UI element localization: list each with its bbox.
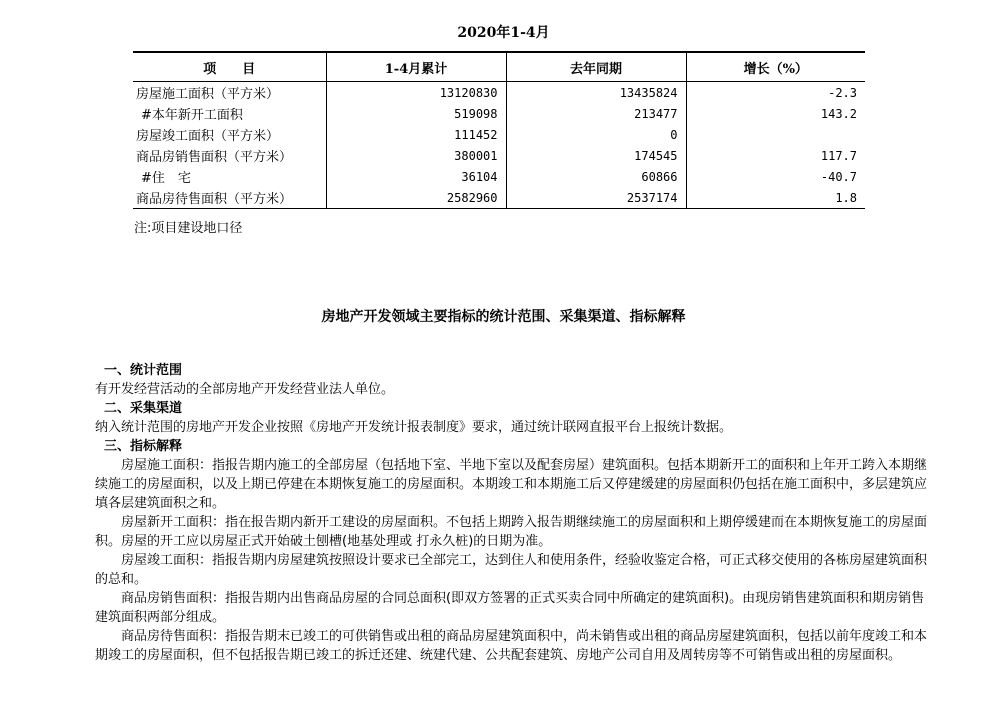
section-heading-channel: 二、采集渠道 [104, 401, 183, 416]
row-growth: 143.2 [686, 103, 865, 124]
row-growth [686, 124, 865, 145]
section-text-scope: 有开发经营活动的全部房地产开发经营业法人单位。 [95, 382, 395, 397]
table-row [133, 187, 865, 209]
row-item: 房屋施工面积（平方米） [136, 87, 280, 102]
header-growth: 增长（%） [686, 52, 865, 82]
explanation-body [95, 361, 935, 665]
section-heading-definitions: 三、指标解释 [104, 439, 183, 454]
row-item: #住 宅 [141, 171, 191, 186]
table-note: 注:项目建设地口径 [134, 221, 243, 236]
table-period-title: 2020年1-4月 [457, 25, 550, 41]
row-last-year: 13435824 [506, 82, 686, 104]
row-ytd: 380001 [326, 145, 506, 166]
table-row [133, 166, 865, 187]
table-header-row [133, 52, 865, 82]
row-item: 商品房待售面积（平方米） [136, 192, 293, 207]
row-item: 房屋竣工面积（平方米） [136, 129, 280, 144]
table-row [133, 145, 865, 166]
statistics-table [133, 51, 865, 209]
row-item: #本年新开工面积 [141, 108, 243, 123]
explanation-title: 房地产开发领域主要指标的统计范围、采集渠道、指标解释 [321, 309, 686, 325]
section-text-channel: 纳入统计范围的房地产开发企业按照《房地产开发统计报表制度》要求，通过统计联网直报平台上报统计数据。 [95, 420, 733, 435]
table-row [133, 82, 865, 104]
row-ytd: 36104 [326, 166, 506, 187]
row-last-year: 60866 [506, 166, 686, 187]
row-last-year: 213477 [506, 103, 686, 124]
row-ytd: 2582960 [326, 187, 506, 209]
row-growth: 117.7 [686, 145, 865, 166]
definition-paragraph: 商品房销售面积：指报告期内出售商品房屋的合同总面积(即双方签署的正式买卖合同中所确定的建筑面积)。由现房销售建筑面积和期房销售建筑面积两部分组成。 [95, 591, 925, 625]
header-last-year: 去年同期 [506, 52, 686, 82]
table-row [133, 124, 865, 145]
row-growth: -40.7 [686, 166, 865, 187]
row-ytd: 111452 [326, 124, 506, 145]
row-last-year: 174545 [506, 145, 686, 166]
row-ytd: 13120830 [326, 82, 506, 104]
row-growth: -2.3 [686, 82, 865, 104]
definition-paragraph: 房屋竣工面积：指报告期内房屋建筑按照设计要求已全部完工，达到住人和使用条件，经验收鉴定合格，可正式移交使用的各栋房屋建筑面积的总和。 [95, 553, 928, 587]
definition-paragraph: 商品房待售面积：指报告期末已竣工的可供销售或出租的商品房屋建筑面积中，尚未销售或出租的商品房屋建筑面积，包括以前年度竣工和本期竣工的房屋面积，但不包括报告期已竣工的拆迁还建、统建代建、公共配套建筑、房地产公司自用及周转房等不可销售或出租的房屋面积。 [95, 629, 928, 663]
row-growth: 1.8 [686, 187, 865, 209]
definition-paragraph: 房屋新开工面积：指在报告期内新开工建设的房屋面积。不包括上期跨入报告期继续施工的房屋面积和上期停缓建而在本期恢复施工的房屋面积。房屋的开工应以房屋正式开始破土刨槽(地基处理或 打永久桩)的日期为准。 [95, 515, 928, 549]
row-item: 商品房销售面积（平方米） [136, 150, 293, 165]
row-last-year: 0 [506, 124, 686, 145]
table-row [133, 103, 865, 124]
header-item: 项 目 [203, 61, 256, 77]
row-last-year: 2537174 [506, 187, 686, 209]
header-ytd: 1-4月累计 [326, 52, 506, 82]
definition-paragraph: 房屋施工面积：指报告期内施工的全部房屋（包括地下室、半地下室以及配套房屋）建筑面积。包括本期新开工的面积和上年开工跨入本期继续施工的房屋面积，以及上期已停建在本期恢复施工的房屋面积。本期竣工和本期施工后又停建缓建的房屋面积仍包括在施工面积中，多层建筑应填各层建筑面积之和。 [95, 458, 928, 511]
section-heading-scope: 一、统计范围 [104, 363, 183, 378]
row-ytd: 519098 [326, 103, 506, 124]
